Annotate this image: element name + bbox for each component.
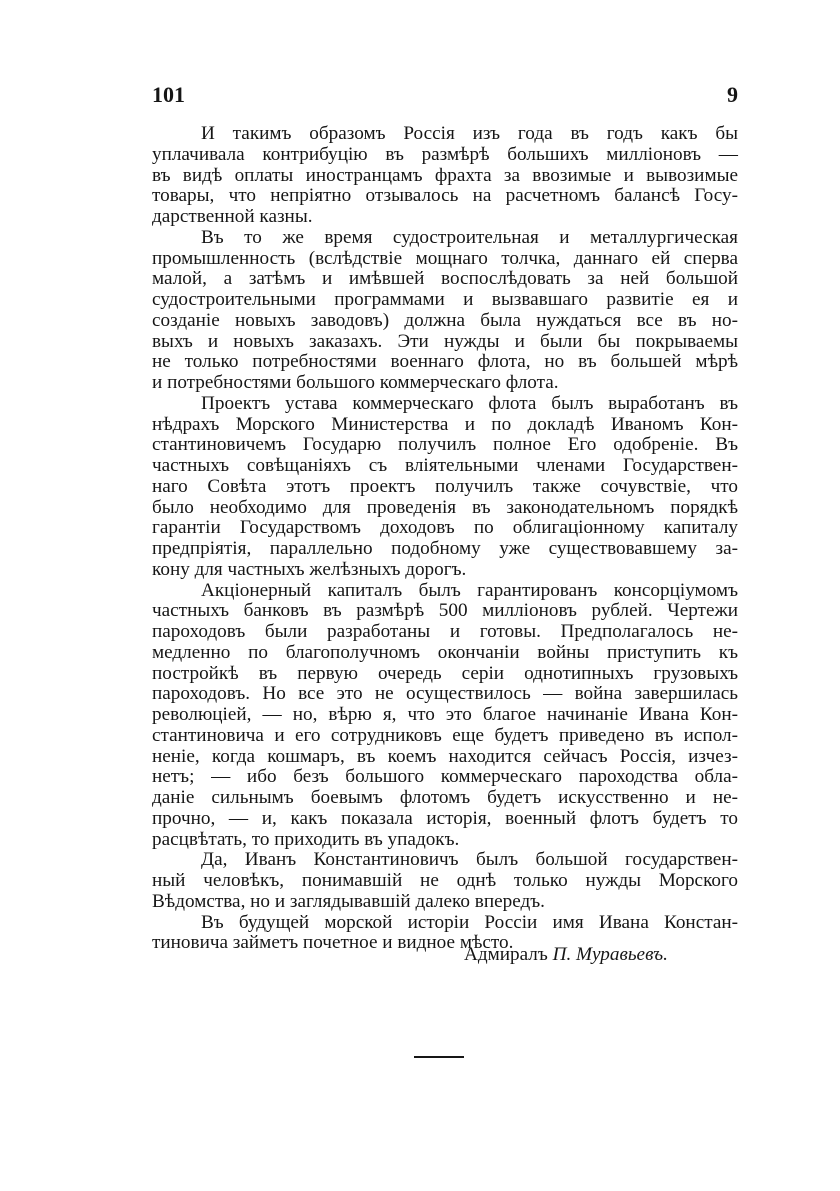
text-line: Да, Иванъ Константиновичъ былъ большой государствен- xyxy=(201,849,738,871)
text-line: тиновича займетъ почетное и видное мѣсто. xyxy=(152,932,514,954)
text-line: ный человѣкъ, понимавшій не однѣ только нужды Морского xyxy=(152,870,738,891)
text-line: выхъ и новыхъ заказахъ. Эти нужды и были бы покрываемы xyxy=(152,330,738,352)
text-line: частныхъ совѣщаніяхъ съ вліятельными членами Государствен- xyxy=(152,455,738,476)
text-line: Въ то же время судостроительная и металлургическая xyxy=(201,226,738,248)
text-line: въ видѣ оплаты иностранцамъ фрахта за ввозимые и вывозимые xyxy=(152,164,738,186)
text-line: наго Совѣта этотъ проектъ получилъ также сочувствіе, что xyxy=(152,475,738,497)
text-line: товары, что непріятно отзывалось на расчетномъ балансѣ Госу- xyxy=(152,185,738,207)
text-line: предпріятія, параллельно подобному уже существовавшему за- xyxy=(152,538,738,559)
text-line: пароходовъ были разработаны и готовы. Предполагалось не- xyxy=(152,621,738,642)
text-line: постройкѣ въ первую очередь серіи однотипныхъ грузовыхъ xyxy=(152,662,738,684)
text-line: Акціонерный капиталъ былъ гарантированъ консорціумомъ xyxy=(201,579,738,601)
signature-title: Адмиралъ xyxy=(464,944,548,965)
text-line: пароходовъ. Но все это не осуществилось — война завершилась xyxy=(152,683,738,705)
text-line: промышленность (вслѣдствіе мощнаго толчка, даннаго ей сперва xyxy=(152,247,738,269)
text-line: частныхъ банковъ въ размѣрѣ 500 милліоновъ рублей. Чертежи xyxy=(152,600,738,622)
text-line: медленно по благополучномъ окончаніи войны приступить къ xyxy=(152,641,738,663)
text-line: и потребностями большого коммерческаго флота. xyxy=(152,372,559,393)
text-line: Проектъ устава коммерческаго флота былъ выработанъ въ xyxy=(201,392,738,414)
text-line: И такимъ образомъ Россія изъ года въ годъ какъ бы xyxy=(201,123,738,144)
text-line: нѣдрахъ Морского Министерства и по докладѣ Иваномъ Кон- xyxy=(152,413,738,435)
text-line: малой, а затѣмъ и имѣвшей воспослѣдовать за ней большой xyxy=(152,268,738,290)
text-line: даніе сильнымъ боевымъ флотомъ будетъ искусственно и не- xyxy=(152,787,738,808)
text-line: Вѣдомства, но и заглядывавшій далеко впередъ. xyxy=(152,890,545,912)
text-line: Въ будущей морской исторіи Россіи имя Ивана Констан- xyxy=(201,911,738,933)
text-line: уплачивала контрибуцію въ размѣрѣ большихъ милліоновъ — xyxy=(152,143,738,165)
text-line: стантиновичемъ Государю получилъ полное Его одобреніе. Въ xyxy=(152,434,738,456)
text-line: нетъ; — ибо безъ большого коммерческаго пароходства обла- xyxy=(152,766,738,788)
text-line: прочно, — и, какъ показала исторія, военный флотъ будетъ то xyxy=(152,807,738,829)
text-line: кону для частныхъ желѣзныхъ дорогъ. xyxy=(152,558,467,580)
text-line: судостроительными программами и вызвавшаго развитіе ея и xyxy=(152,289,738,310)
article-body xyxy=(152,124,738,954)
end-rule xyxy=(414,1056,464,1058)
text-line: созданіе новыхъ заводовъ) должна была нуждаться все въ но- xyxy=(152,309,738,331)
text-line: революціей, — но, вѣрю я, что это благое начинаніе Ивана Кон- xyxy=(152,704,738,725)
text-line: неніе, когда кошмаръ, въ коемъ находится сейчасъ Россія, изчез- xyxy=(152,745,738,767)
signature xyxy=(464,944,668,966)
page-number-right: 9 xyxy=(727,82,738,107)
text-line: было необходимо для проведенія въ законодательномъ порядкѣ xyxy=(152,496,738,518)
signature-name: П. Муравьевъ. xyxy=(552,944,668,965)
page-number-left: 101 xyxy=(152,82,185,107)
text-line: не только потребностями военнаго флота, но въ большей мѣрѣ xyxy=(152,351,738,373)
text-line: расцвѣтать, то приходить въ упадокъ. xyxy=(152,828,460,850)
text-line: гарантіи Государствомъ доходовъ по облигаціонному капиталу xyxy=(152,517,738,539)
text-line: дарственной казны. xyxy=(152,206,313,227)
text-line: стантиновича и его сотрудниковъ еще будетъ приведено въ испол- xyxy=(152,724,738,746)
